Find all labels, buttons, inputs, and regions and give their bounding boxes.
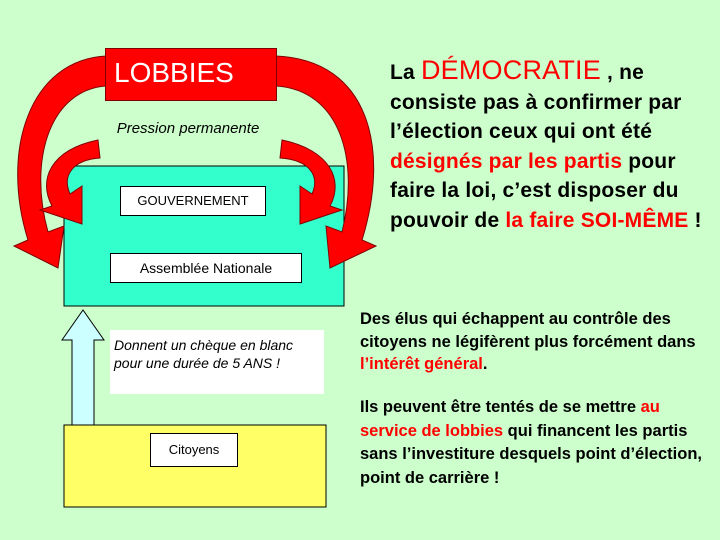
p3-lobbies-service: au service de lobbies <box>360 398 660 440</box>
p2-text-3: . <box>482 355 488 373</box>
p2-text-1: Des élus qui échappent au contrôle des citoyens ne légifèrent plus forcément dans <box>360 310 696 351</box>
p1-designated: désignés par les partis <box>390 149 623 173</box>
assembly-label: Assemblée Nationale <box>110 253 302 283</box>
up-arrow <box>62 310 104 425</box>
blank-check-label: Donnent un chèque en blanc pour une durée de 5 ANS ! <box>110 330 324 394</box>
p1-yourself: la faire SOI-MÊME <box>505 208 689 232</box>
p1-democratie: DÉMOCRATIE <box>420 55 601 85</box>
p3-text-1: Ils peuvent être tentés de se mettre <box>360 398 641 416</box>
government-label: GOUVERNEMENT <box>120 186 266 216</box>
p1-text-1: La <box>390 61 421 84</box>
lobbies-box: LOBBIES <box>105 48 277 101</box>
p1-text-3: , ne consiste pas à confirmer par l’élection ceux qui ont été <box>390 61 682 143</box>
democracy-paragraph <box>390 56 710 235</box>
p1-text-7: ! <box>688 208 702 232</box>
elected-paragraph <box>360 308 712 376</box>
p3-text-3: qui financent les partis sans l’investiture desquels point d’élection, point de carrière ! <box>360 421 702 487</box>
lobbies-paragraph <box>360 396 712 490</box>
p2-general-interest: l’intérêt général <box>360 355 483 373</box>
pressure-label: Pression permanente <box>116 120 260 137</box>
p1-text-5: pour faire la loi, c’est disposer du pouvoir de <box>390 149 679 232</box>
citizens-label: Citoyens <box>150 433 238 467</box>
